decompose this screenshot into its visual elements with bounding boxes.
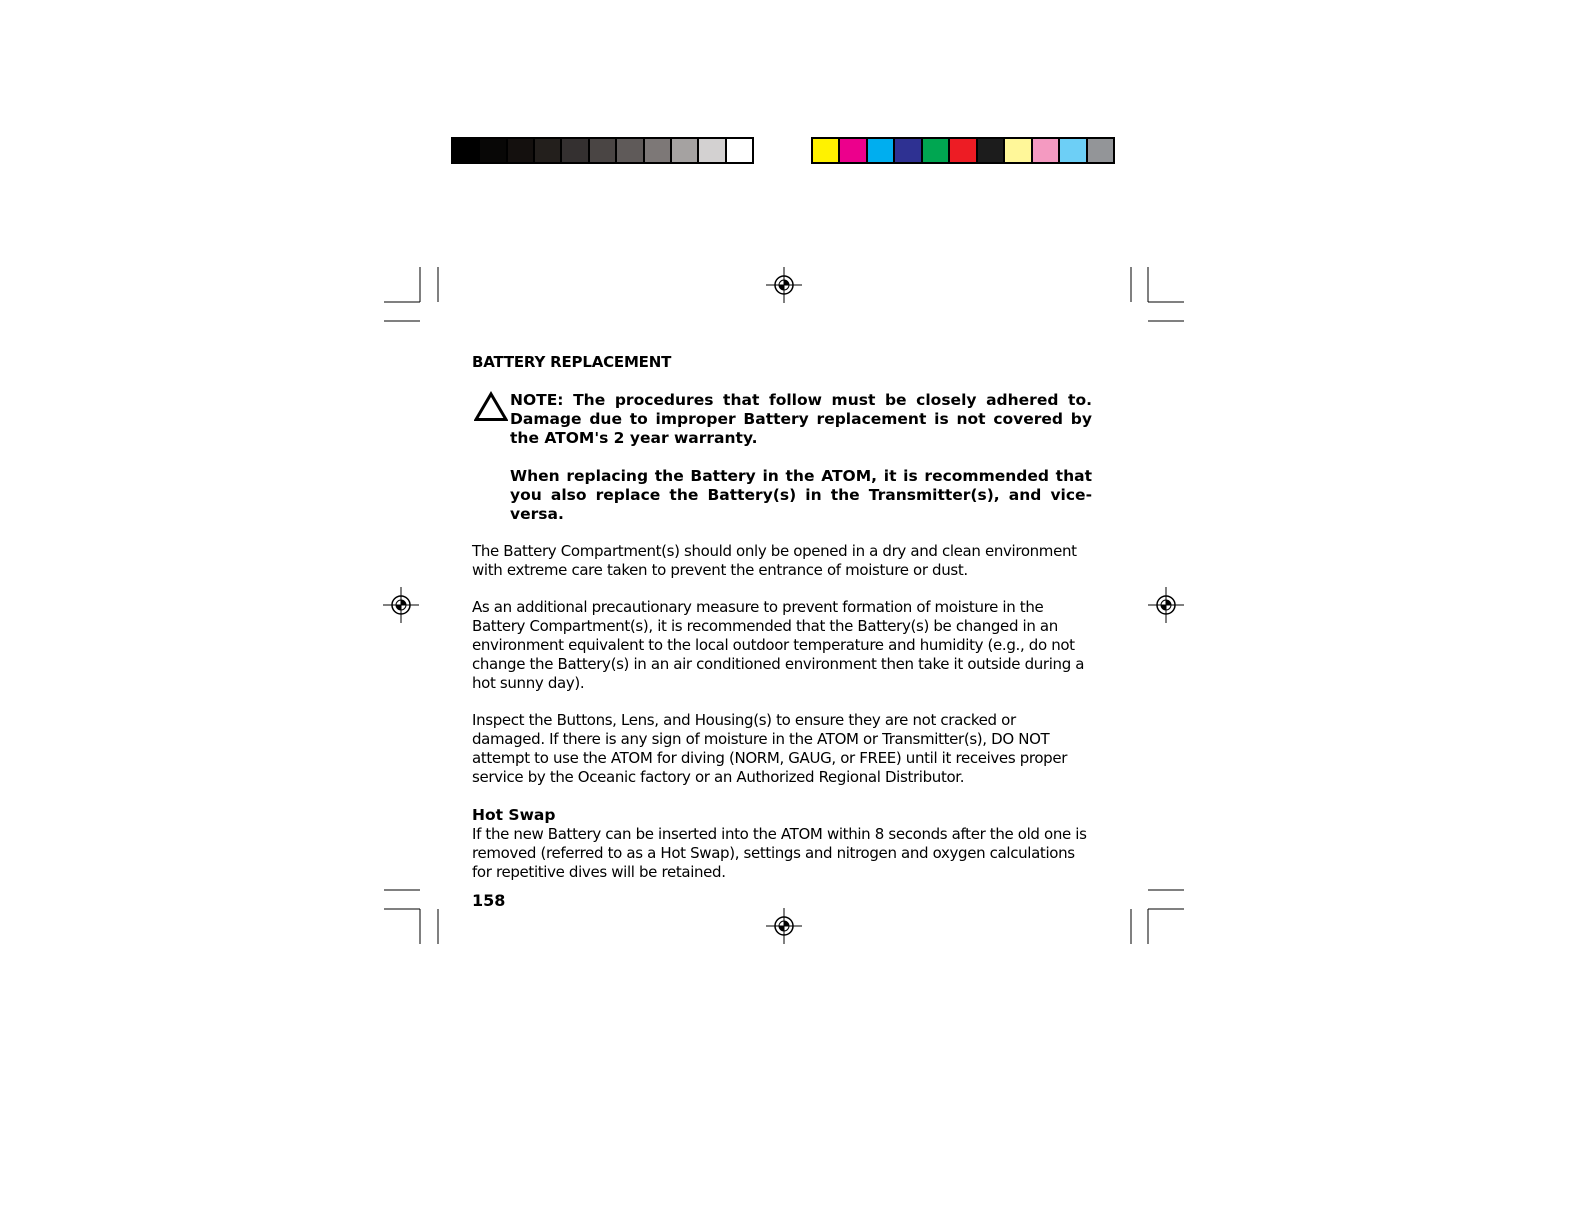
paragraph-compartment: The Battery Compartment(s) should only be opened in a dry and clean environment with extreme care taken to prevent the entrance of moisture or dust. (472, 542, 1077, 579)
crop-mark-top-left (384, 267, 438, 321)
crop-mark-bottom-left (384, 890, 438, 944)
registration-mark-left (383, 587, 419, 623)
page-content (472, 352, 1092, 910)
page-number: 158 (472, 891, 506, 910)
crop-mark-bottom-right (1131, 890, 1184, 944)
registration-mark-top (766, 267, 802, 303)
hot-swap-text: If the new Battery can be inserted into the ATOM within 8 seconds after the old one is removed (referred to as a Hot Swap), settings and nitrogen and oxygen calculations for repetitive dives will be retained. (472, 825, 1087, 881)
crop-mark-top-right (1131, 267, 1184, 321)
paragraph-precaution: As an additional precautionary measure to prevent formation of moisture in the Battery Compartment(s), it is recommended that the Battery(s) be changed in an environment equivalent to the local outdoor temperature and humidity (e.g., do not change the Battery(s) in an air conditioned environment then take it outside during a hot sunny day). (472, 598, 1085, 692)
warning-note (472, 391, 1092, 524)
hot-swap-heading: Hot Swap (472, 806, 556, 824)
registration-mark-bottom (766, 908, 802, 944)
paragraph-inspect: Inspect the Buttons, Lens, and Housing(s) to ensure they are not cracked or damaged. If there is any sign of moisture in the ATOM or Transmitter(s), DO NOT attempt to use the ATOM for diving (NORM, GAUG, or FREE) until it receives proper service by the Oceanic factory or an Authorized Regional Distributor. (472, 711, 1068, 786)
registration-mark-right (1148, 587, 1184, 623)
note-text-secondary: When replacing the Battery in the ATOM, it is recommended that you also replace the Battery(s) in the Transmitter(s), and vice-versa. (510, 467, 1092, 523)
warning-triangle-icon (474, 391, 508, 422)
note-text-primary: NOTE: The procedures that follow must be closely adhered to. Damage due to improper Battery replacement is not covered by the ATOM's 2 year warranty. (510, 391, 1092, 447)
section-heading: BATTERY REPLACEMENT (472, 353, 672, 371)
